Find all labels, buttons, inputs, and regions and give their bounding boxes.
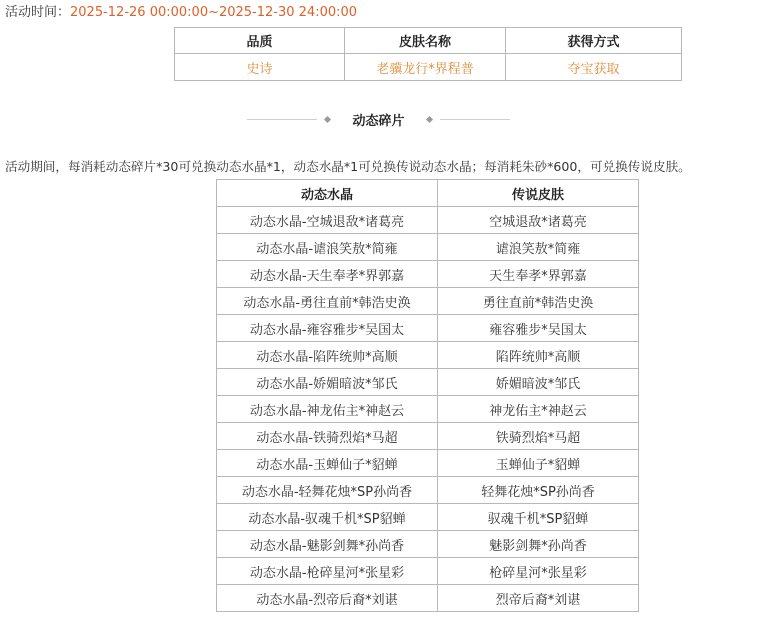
- legendary-skin-cell: 魅影剑舞*孙尚香: [438, 531, 639, 558]
- crystal-cell: 动态水晶-驭魂千机*SP貂蝉: [217, 504, 438, 531]
- legendary-skin-cell: 勇往直前*韩浩史涣: [438, 288, 639, 315]
- crystal-cell: 动态水晶-勇往直前*韩浩史涣: [217, 288, 438, 315]
- table-row: [217, 531, 639, 558]
- table-row: [217, 585, 639, 612]
- crystal-cell: 动态水晶-烈帝后裔*刘谌: [217, 585, 438, 612]
- crystal-cell: 动态水晶-铁骑烈焰*马超: [217, 423, 438, 450]
- legendary-skin-cell: 枪碎星河*张星彩: [438, 558, 639, 585]
- legendary-skin-cell: 雍容雅步*吴国太: [438, 315, 639, 342]
- table-row: [217, 207, 639, 234]
- legendary-skin-cell: 谑浪笑敖*简雍: [438, 234, 639, 261]
- diamond-icon: [425, 115, 432, 122]
- obtain-method-value: 夺宝获取: [506, 54, 682, 81]
- table-row: [217, 369, 639, 396]
- crystal-exchange-table: [216, 179, 639, 612]
- table-row: [217, 288, 639, 315]
- section-divider-right: [440, 119, 510, 120]
- crystal-cell: 动态水晶-娇媚暗波*邹氏: [217, 369, 438, 396]
- exchange-description: 活动期间，每消耗动态碎片*30可兑换动态水晶*1，动态水晶*1可兑换传说动态水晶；每消耗朱砂*600，可兑换传说皮肤。: [5, 159, 691, 174]
- crystal-cell: 动态水晶-神龙佑主*神赵云: [217, 396, 438, 423]
- crystal-cell: 动态水晶-空城退敌*诸葛亮: [217, 207, 438, 234]
- section-divider-left: [247, 119, 317, 120]
- table-row: [217, 342, 639, 369]
- legendary-skin-cell: 轻舞花烛*SP孙尚香: [438, 477, 639, 504]
- event-time: [5, 3, 357, 23]
- header-quality: 品质: [175, 28, 345, 54]
- table-row: [217, 423, 639, 450]
- crystal-cell: 动态水晶-陷阵统帅*高顺: [217, 342, 438, 369]
- legendary-skin-cell: 玉蝉仙子*貂蝉: [438, 450, 639, 477]
- table-row: [217, 450, 639, 477]
- crystal-cell: 动态水晶-玉蝉仙子*貂蝉: [217, 450, 438, 477]
- crystal-table-body: [217, 207, 639, 612]
- header-dynamic-crystal: 动态水晶: [217, 180, 438, 207]
- legendary-skin-cell: 陷阵统帅*高顺: [438, 342, 639, 369]
- skin-info-table: [174, 27, 682, 81]
- crystal-cell: 动态水晶-轻舞花烛*SP孙尚香: [217, 477, 438, 504]
- section-title: [0, 109, 757, 129]
- crystal-cell: 动态水晶-雍容雅步*吴国太: [217, 315, 438, 342]
- legendary-skin-cell: 天生奉孝*界郭嘉: [438, 261, 639, 288]
- legendary-skin-cell: 空城退敌*诸葛亮: [438, 207, 639, 234]
- table-row: [217, 315, 639, 342]
- diamond-icon: [324, 115, 331, 122]
- table-row: [217, 396, 639, 423]
- legendary-skin-cell: 铁骑烈焰*马超: [438, 423, 639, 450]
- table-row: [217, 477, 639, 504]
- header-legendary-skin: 传说皮肤: [438, 180, 639, 207]
- skin-name-value: 老骥龙行*界程普: [345, 54, 506, 81]
- skin-info-header-row: [175, 28, 682, 54]
- crystal-cell: 动态水晶-天生奉孝*界郭嘉: [217, 261, 438, 288]
- table-row: [217, 234, 639, 261]
- quality-value: 史诗: [175, 54, 345, 81]
- event-time-value: 2025-12-26 00:00:00~2025-12-30 24:00:00: [70, 5, 358, 20]
- table-row: [217, 558, 639, 585]
- legendary-skin-cell: 神龙佑主*神赵云: [438, 396, 639, 423]
- crystal-cell: 动态水晶-枪碎星河*张星彩: [217, 558, 438, 585]
- crystal-cell: 动态水晶-谑浪笑敖*简雍: [217, 234, 438, 261]
- event-time-label: 活动时间：: [5, 5, 71, 20]
- skin-info-row: [175, 54, 682, 81]
- crystal-header-row: [217, 180, 639, 207]
- legendary-skin-cell: 烈帝后裔*刘谌: [438, 585, 639, 612]
- section-title-text: 动态碎片: [352, 113, 405, 129]
- crystal-cell: 动态水晶-魅影剑舞*孙尚香: [217, 531, 438, 558]
- legendary-skin-cell: 驭魂千机*SP貂蝉: [438, 504, 639, 531]
- legendary-skin-cell: 娇媚暗波*邹氏: [438, 369, 639, 396]
- table-row: [217, 504, 639, 531]
- header-obtain-method: 获得方式: [506, 28, 682, 54]
- header-skin-name: 皮肤名称: [345, 28, 506, 54]
- table-row: [217, 261, 639, 288]
